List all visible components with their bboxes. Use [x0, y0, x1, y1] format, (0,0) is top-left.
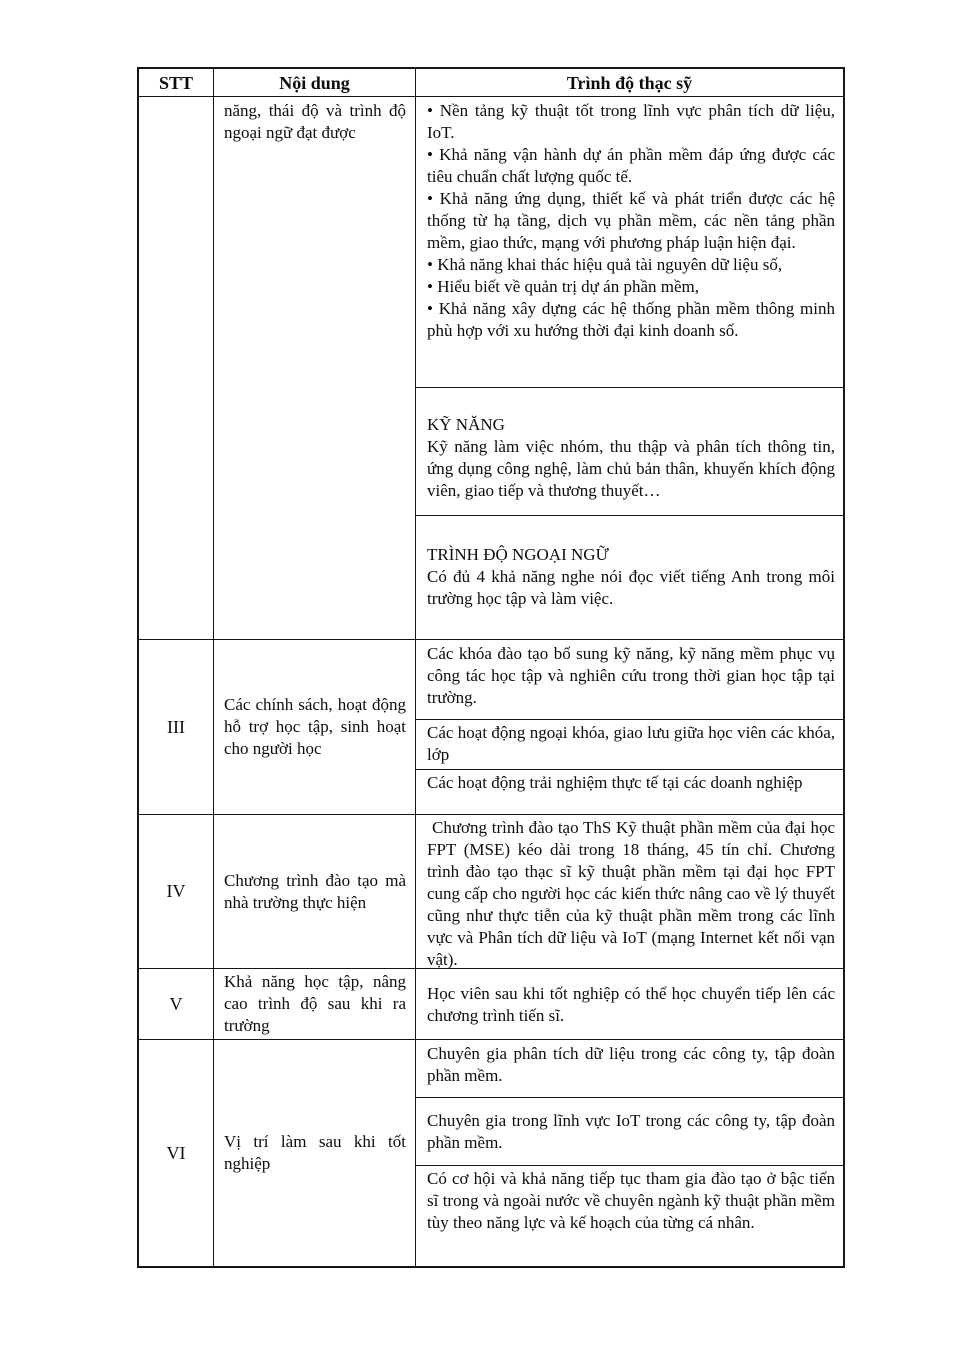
stt-cell — [139, 97, 214, 639]
topic-text: Chương trình đào tạo mà nhà trường thực hiện — [224, 870, 406, 912]
content-subcell-language — [416, 515, 843, 640]
paragraph: Các khóa đào tạo bổ sung kỹ năng, kỹ năng mềm phục vụ công tác học tập và nghiên cứu trong thời gian học tập tại trường. — [427, 644, 835, 707]
table-row-v — [139, 969, 843, 1040]
content-subcell — [416, 815, 843, 968]
topic-cell — [214, 1040, 416, 1266]
paragraph: • Khả năng vận hành dự án phần mềm đáp ứng được các tiêu chuẩn chất lượng quốc tế. — [427, 145, 835, 186]
content-subcell — [416, 640, 843, 719]
paragraph: • Khả năng ứng dụng, thiết kế và phát triển được các hệ thống từ hạ tầng, dịch vụ phần mềm, các nền tảng phần mềm, giao thức, mạng với phương pháp luận hiện đại. — [427, 189, 835, 252]
paragraph: Có cơ hội và khả năng tiếp tục tham gia đào tạo ở bậc tiến sĩ trong và ngoài nước về chuyên ngành kỹ thuật phần mềm tùy theo năng lực và kế hoạch của từng cá nhân. — [427, 1169, 835, 1232]
paragraph: Chuyên gia trong lĩnh vực IoT trong các công ty, tập đoàn phần mềm. — [427, 1111, 835, 1152]
content-subcell — [416, 1097, 843, 1165]
paragraph: • Khả năng xây dựng các hệ thống phần mềm thông minh phù hợp với xu hướng thời đại kinh doanh số. — [427, 299, 835, 340]
section-title: TRÌNH ĐỘ NGOẠI NGỮ — [427, 545, 609, 564]
paragraph: Các hoạt động trải nghiệm thực tế tại các doanh nghiệp — [427, 773, 803, 792]
paragraph: • Nền tảng kỹ thuật tốt trong lĩnh vực phân tích dữ liệu, IoT. — [427, 101, 835, 142]
paragraph: • Hiểu biết về quản trị dự án phần mềm, — [427, 277, 699, 296]
stt-cell: VI — [139, 1040, 214, 1266]
table-row-iii — [139, 640, 843, 815]
table-header-row — [139, 69, 843, 97]
stt-cell: III — [139, 640, 214, 814]
topic-text: Vị trí làm sau khi tốt nghiệp — [224, 1132, 406, 1173]
header-cell-noi-dung: Nội dung — [214, 69, 416, 96]
topic-text: Khả năng học tập, nâng cao trình độ sau khi ra trường — [224, 972, 406, 1035]
stt-cell: IV — [139, 815, 214, 968]
paragraph: Kỹ năng làm việc nhóm, thu thập và phân tích thông tin, ứng dụng công nghệ, làm chủ bản thân, khuyến khích động viên, giao tiếp và thương thuyết… — [427, 437, 835, 500]
content-cell-group — [416, 1040, 843, 1266]
section-title: KỸ NĂNG — [427, 415, 505, 434]
masters-program-table — [137, 67, 845, 1268]
paragraph: • Khả năng khai thác hiệu quả tài nguyên dữ liệu số, — [427, 255, 783, 274]
content-subcell-outcomes — [416, 97, 843, 387]
content-cell-group — [416, 97, 843, 639]
header-cell-stt: STT — [139, 69, 214, 96]
topic-text: Các chính sách, hoạt động hỗ trợ học tập, sinh hoạt cho người học — [224, 695, 406, 758]
content-subcell — [416, 1165, 843, 1266]
content-subcell — [416, 719, 843, 769]
topic-cell — [214, 969, 416, 1039]
content-cell-group — [416, 815, 843, 968]
topic-cell — [214, 640, 416, 814]
table-row-iv — [139, 815, 843, 969]
topic-cell — [214, 97, 416, 639]
table-row-vi — [139, 1040, 843, 1266]
content-subcell-skills — [416, 387, 843, 515]
paragraph: Các hoạt động ngoại khóa, giao lưu giữa học viên các khóa, lớp — [427, 723, 835, 764]
stt-cell: V — [139, 969, 214, 1039]
content-subcell — [416, 969, 843, 1039]
content-cell-group — [416, 640, 843, 814]
topic-text: năng, thái độ và trình độ ngoại ngữ đạt được — [224, 101, 406, 142]
content-cell-group — [416, 969, 843, 1039]
paragraph: Chuyên gia phân tích dữ liệu trong các công ty, tập đoàn phần mềm. — [427, 1044, 835, 1085]
paragraph: Học viên sau khi tốt nghiệp có thể học chuyển tiếp lên các chương trình tiến sĩ. — [427, 984, 835, 1025]
header-cell-trinh-do: Trình độ thạc sỹ — [566, 72, 693, 93]
table-row-ii-continuation — [139, 97, 843, 640]
paragraph: Chương trình đào tạo ThS Kỹ thuật phần mềm của đại học FPT (MSE) kéo dài trong 18 tháng, 45 tín chỉ. Chương trình đào tạo thạc sĩ kỹ thuật phần mềm tại đại học FPT cung cấp cho người học các kiến thức nâng cao về lý thuyết cũng như thực tiễn của kỹ thuật phần mềm trong các lĩnh vực và Phân tích dữ liệu và IoT (mạng Internet kết nối vạn vật). — [427, 818, 835, 968]
content-subcell — [416, 1040, 843, 1097]
paragraph: Có đủ 4 khả năng nghe nói đọc viết tiếng Anh trong môi trường học tập và làm việc. — [427, 567, 835, 608]
content-subcell — [416, 769, 843, 815]
topic-cell — [214, 815, 416, 968]
